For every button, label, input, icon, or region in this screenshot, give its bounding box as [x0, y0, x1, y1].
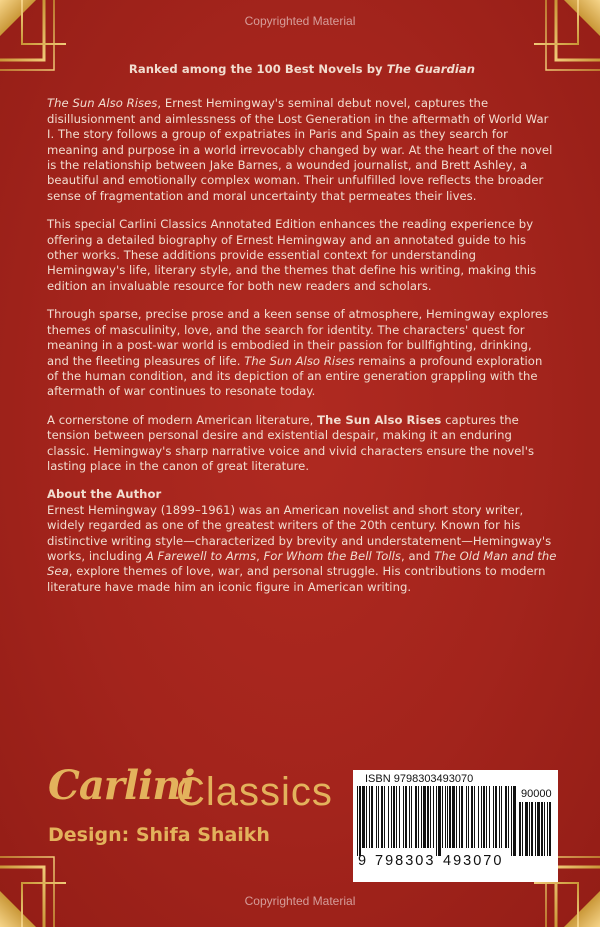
work-title: For Whom the Bell Tolls — [263, 548, 401, 563]
copyright-watermark-bottom: Copyrighted Material — [244, 894, 356, 908]
themes-text-start: Through sparse, precise prose and a keen sense of atmosphere, Hemingway explores themes of masculinity, love, and the search for identity. The characters' quest for meaning in a post-war world is embodied in their passion for bullfighting, drinking, and the fleeting pleasures of life. — [47, 307, 549, 368]
ean-digit-group-1: 798303 — [375, 853, 436, 869]
price-barcode-bars — [519, 802, 553, 864]
ranking-text: Ranked among the 100 Best Novels by — [128, 62, 387, 76]
isbn-barcode — [353, 770, 558, 882]
about-author-heading: About the Author — [47, 487, 162, 502]
legacy-text-start: A cornerstone of modern American literature, — [47, 412, 318, 427]
price-code: 90000 — [521, 788, 552, 800]
description-block — [47, 62, 557, 608]
edition-paragraph: This special Carlini Classics Annotated Edition enhances the reading experience by offering a detailed biography of Ernest Hemingway and an annotated guide to his other works. These additions provide essential context for understanding Hemingway's life, literary style, and the themes that define his writing, making this edition an invaluable resource for both new readers and scholars. — [47, 217, 537, 293]
ranking-headline — [47, 62, 557, 77]
author-bio — [47, 503, 557, 595]
design-credit: Design: Shifa Shaikh — [48, 824, 270, 846]
publisher-logo — [48, 762, 348, 822]
separator: , — [256, 548, 264, 563]
legacy-text-end: captures the tension between personal desire and existential despair, making it an enduring classic. Hemingway's sharp narrative voice and vivid characters ensure the novel's lasting place in the canon of great literature. — [47, 412, 535, 473]
book-title-bold: The Sun Also Rises — [317, 412, 442, 427]
synopsis-paragraph — [47, 96, 557, 204]
book-title-italic: The Sun Also Rises — [47, 96, 158, 111]
ean-digit-group-2: 493070 — [443, 853, 504, 869]
isbn-label: ISBN 9798303493070 — [365, 773, 474, 785]
work-title: The Old Man and the Sea — [47, 548, 557, 579]
ean-lead-digit: 9 — [358, 853, 367, 869]
publisher-wordmark: Classics — [176, 770, 333, 814]
ranking-source: The Guardian — [386, 62, 476, 76]
work-title: A Farewell to Arms — [145, 548, 257, 563]
publisher-script-wordmark: Carlini — [48, 762, 195, 809]
themes-paragraph — [47, 307, 557, 399]
book-title-italic: The Sun Also Rises — [244, 353, 355, 368]
copyright-watermark-top: Copyrighted Material — [244, 14, 356, 28]
separator: , and — [401, 548, 435, 563]
synopsis-text: , Ernest Hemingway's seminal debut novel, captures the disillusionment and aimlessness of the Lost Generation in the aftermath of World War I. The story follows a group of expatriates in Paris and Spain as they search for meaning and purpose in a world irrevocably changed by war. At the heart of the novel is the relationship between Jake Barnes, a wounded journalist, and Brett Ashley, a beautiful and emotionally complex woman. Their unfulfilled love reflects the broader sense of fragmentation and moral uncertainty that permeates their lives. — [47, 96, 553, 203]
ean-barcode-bars — [357, 786, 517, 856]
bio-text-start: Ernest Hemingway (1899–1961) was an American novelist and short story writer, widely regarded as one of the greatest writers of the 20th century. Known for his distinctive writing style—characterized by brevity and understatement—Hemingway's works, including — [47, 502, 552, 563]
bio-text-end: , explore themes of love, war, and personal struggle. His contributions to modern literature have made him an iconic figure in American writing. — [47, 564, 546, 594]
themes-text-end: remains a profound exploration of the human condition, and its depiction of an entire generation grappling with the aftermath of war continues to resonate today. — [47, 353, 543, 399]
legacy-paragraph — [47, 413, 557, 475]
